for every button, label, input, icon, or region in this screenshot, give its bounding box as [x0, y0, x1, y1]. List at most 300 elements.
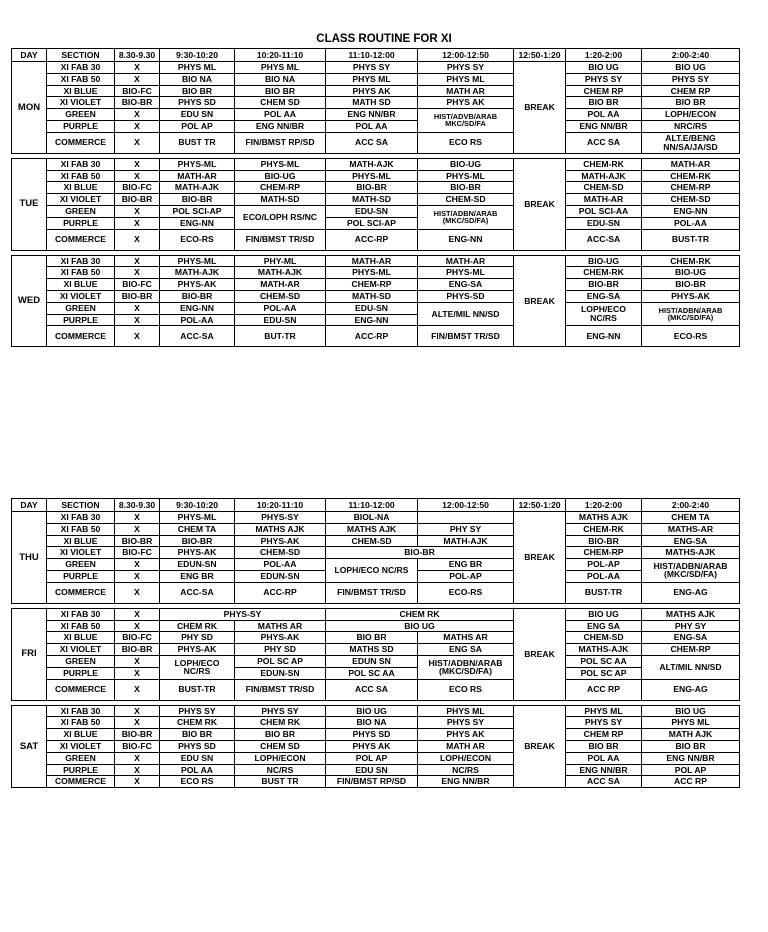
period-cell: BIO-BR	[115, 97, 160, 109]
period-cell: PHYS SY	[418, 62, 514, 74]
header-cell: 12:50-1:20	[514, 49, 566, 62]
period-cell: PHYS SY	[160, 705, 235, 717]
table-row	[12, 667, 740, 679]
section-cell: XI FAB 50	[47, 620, 115, 632]
day-cell: TUE	[12, 158, 47, 250]
period-cell: BIO-BR	[566, 535, 642, 547]
period-cell: POL AA	[160, 764, 235, 776]
period-cell: X	[115, 582, 160, 603]
period-cell: BIO UG	[326, 705, 418, 717]
period-cell: PHYS-ML	[418, 170, 514, 182]
period-cell: ENG NN/BR	[566, 764, 642, 776]
period-cell: X	[115, 752, 160, 764]
period-cell: MATH AR	[418, 740, 514, 752]
period-cell: PHYS AK	[418, 729, 514, 741]
period-cell: PHYS SD	[160, 740, 235, 752]
period-cell: LOPH/ECON	[418, 752, 514, 764]
period-cell: POL AA	[235, 109, 326, 121]
period-cell: POL SCI-AP	[160, 205, 235, 217]
table-row	[12, 205, 740, 217]
period-cell: ENG-NN	[326, 314, 418, 326]
period-cell: POL AP	[160, 120, 235, 132]
period-cell: PHYS-ML	[160, 255, 235, 267]
section-cell: XI BLUE	[47, 535, 115, 547]
period-cell: PHYS ML	[235, 62, 326, 74]
period-cell: EDU SN	[160, 752, 235, 764]
period-cell: FIN/BMST TR/SD	[418, 326, 514, 347]
period-cell: BIO BR	[235, 729, 326, 741]
header-cell: 8.30-9.30	[115, 49, 160, 62]
period-cell: X	[115, 679, 160, 700]
period-cell: EDU-SN	[235, 314, 326, 326]
section-cell: XI FAB 50	[47, 267, 115, 279]
period-cell: PHY SY	[418, 523, 514, 535]
section-cell: COMMERCE	[47, 679, 115, 700]
period-cell: EDU-SN	[326, 205, 418, 217]
period-cell: PHYS ML	[566, 705, 642, 717]
section-cell: XI VIOLET	[47, 644, 115, 656]
period-cell: LOPH/ECON	[235, 752, 326, 764]
period-cell: FIN/BMST TR/SD	[235, 679, 326, 700]
table-row	[12, 290, 740, 302]
period-cell: ACC SA	[566, 132, 642, 153]
period-cell: FIN/BMST TR/SD	[326, 582, 418, 603]
period-cell: PHYS ML	[418, 73, 514, 85]
header-cell: 12:00-12:50	[418, 49, 514, 62]
period-cell: BIO-FC	[115, 547, 160, 559]
page-title: CLASS ROUTINE FOR XI	[316, 33, 452, 45]
section-cell: XI BLUE	[47, 729, 115, 741]
section-cell: XI FAB 30	[47, 255, 115, 267]
period-cell: X	[115, 217, 160, 229]
period-cell: CHEM-SD	[235, 290, 326, 302]
header-cell: 1:20-2:00	[566, 49, 642, 62]
period-cell: PHYS-ML	[418, 267, 514, 279]
period-cell: ACC-RP	[235, 582, 326, 603]
period-cell: ECO RS	[160, 776, 235, 788]
period-cell: ECO RS	[418, 679, 514, 700]
period-cell: NRC/RS	[642, 120, 740, 132]
section-cell: XI BLUE	[47, 632, 115, 644]
period-cell: MATH AR	[418, 85, 514, 97]
header-row	[12, 499, 740, 512]
period-cell: MATHS AR	[418, 632, 514, 644]
period-cell: PHYS-ML	[326, 267, 418, 279]
period-cell: CHEM RK	[326, 608, 514, 620]
period-cell: MATH-AJK	[326, 158, 418, 170]
period-cell: X	[115, 170, 160, 182]
period-cell: BIO-BR	[160, 535, 235, 547]
header-cell: 10:20-11:10	[235, 49, 326, 62]
period-cell: X	[115, 620, 160, 632]
period-cell: EDU SN	[160, 109, 235, 121]
period-cell: CHEM-RP	[566, 547, 642, 559]
period-cell: BIO-BR	[160, 290, 235, 302]
period-cell: PHYS SD	[160, 97, 235, 109]
period-cell: BIO BR	[566, 97, 642, 109]
section-cell: PURPLE	[47, 764, 115, 776]
header-cell: 8.30-9.30	[115, 499, 160, 512]
table-row	[12, 620, 740, 632]
period-cell: MATH-AJK	[418, 535, 514, 547]
period-cell: BIO-BR	[326, 182, 418, 194]
break-cell: BREAK	[514, 512, 566, 604]
period-cell: X	[115, 667, 160, 679]
header-cell: 1:20-2:00	[566, 499, 642, 512]
period-cell: POL-AP	[418, 570, 514, 582]
period-cell: PHYS AK	[418, 97, 514, 109]
period-cell: ACC-RP	[326, 326, 418, 347]
section-cell: XI VIOLET	[47, 740, 115, 752]
header-cell: 11:10-12:00	[326, 49, 418, 62]
table-row	[12, 279, 740, 291]
period-cell: LOPH/ECO NC/RS	[326, 559, 418, 583]
period-cell: PHYS SY	[566, 73, 642, 85]
section-cell: GREEN	[47, 205, 115, 217]
period-cell: PHYS AK	[326, 740, 418, 752]
day-cell: MON	[12, 62, 47, 154]
section-cell: XI BLUE	[47, 279, 115, 291]
period-cell: MATHS AJK	[235, 523, 326, 535]
period-cell: MATH-AJK	[160, 267, 235, 279]
period-cell: NC/RS	[235, 764, 326, 776]
section-cell: XI FAB 50	[47, 717, 115, 729]
table-row	[12, 752, 740, 764]
period-cell: PHYS ML	[418, 705, 514, 717]
table-row	[12, 655, 740, 667]
period-cell: POL-AA	[235, 302, 326, 314]
section-cell: GREEN	[47, 109, 115, 121]
period-cell: BUST-TR	[160, 679, 235, 700]
period-cell: X	[115, 314, 160, 326]
period-cell: MATH-AR	[566, 194, 642, 206]
period-cell: ENG SA	[566, 620, 642, 632]
header-cell: 12:00-12:50	[418, 499, 514, 512]
period-cell: EDUN SN	[326, 655, 418, 667]
table-row	[12, 632, 740, 644]
period-cell: HIST/ADBN/ARAB (MKC/SD/FA)	[642, 559, 740, 583]
period-cell: PHYS SY	[642, 73, 740, 85]
section-cell: GREEN	[47, 655, 115, 667]
header-cell: SECTION	[47, 49, 115, 62]
period-cell: ENG NN/BR	[326, 109, 418, 121]
period-cell: BIO-UG	[642, 267, 740, 279]
period-cell: BIO BR	[566, 740, 642, 752]
period-cell: EDU-SN	[566, 217, 642, 229]
period-cell: BIO UG	[326, 620, 514, 632]
period-cell: HIST/ADBN/ARAB (MKC/SD/FA)	[418, 655, 514, 679]
period-cell: BIO NA	[235, 73, 326, 85]
period-cell: BIO-BR	[115, 535, 160, 547]
period-cell: X	[115, 73, 160, 85]
period-cell: ALTE/MIL NN/SD	[418, 302, 514, 326]
day-cell: WED	[12, 255, 47, 347]
period-cell: X	[115, 302, 160, 314]
period-cell: POL SC AP	[235, 655, 326, 667]
period-cell: X	[115, 717, 160, 729]
period-cell: CHEM SD	[235, 740, 326, 752]
period-cell: PHYS-AK	[235, 535, 326, 547]
period-cell: HIST/ADVB/ARAB MKC/SD/FA	[418, 109, 514, 133]
period-cell: ENG-NN	[642, 205, 740, 217]
period-cell: MATHS SD	[326, 644, 418, 656]
period-cell: FIN/BMST TR/SD	[235, 229, 326, 250]
period-cell: ENG NN/BR	[418, 776, 514, 788]
section-cell: XI BLUE	[47, 85, 115, 97]
period-cell: BIO-UG	[566, 255, 642, 267]
period-cell: BIO UG	[642, 62, 740, 74]
period-cell: CHEM RK	[235, 717, 326, 729]
period-cell: CHEM-RK	[642, 170, 740, 182]
section-cell: GREEN	[47, 302, 115, 314]
period-cell: CHEM RK	[160, 717, 235, 729]
period-cell: POL-AA	[642, 217, 740, 229]
period-cell: MATHS-AJK	[566, 644, 642, 656]
period-cell: POL AA	[566, 109, 642, 121]
table-row	[12, 705, 740, 717]
period-cell: ACC SA	[326, 679, 418, 700]
period-cell: ACC-SA	[566, 229, 642, 250]
period-cell: BIO UG	[566, 62, 642, 74]
section-cell: GREEN	[47, 752, 115, 764]
table-row	[12, 255, 740, 267]
section-cell: COMMERCE	[47, 326, 115, 347]
period-cell: PHYS-AK	[160, 644, 235, 656]
period-cell: X	[115, 158, 160, 170]
table-row	[12, 62, 740, 74]
period-cell: POL SC AA	[326, 667, 418, 679]
period-cell: BIO BR	[160, 85, 235, 97]
break-cell: BREAK	[514, 608, 566, 700]
header-cell: SECTION	[47, 499, 115, 512]
period-cell: X	[115, 776, 160, 788]
table-row	[12, 120, 740, 132]
period-cell: MATH-SD	[235, 194, 326, 206]
period-cell: X	[115, 523, 160, 535]
period-cell: CHEM-SD	[566, 182, 642, 194]
period-cell: BIO-BR	[566, 279, 642, 291]
period-cell: CHEM-RP	[642, 182, 740, 194]
section-cell: COMMERCE	[47, 776, 115, 788]
section-cell: XI FAB 30	[47, 705, 115, 717]
period-cell: PHYS-SY	[235, 512, 326, 524]
period-cell	[418, 512, 514, 524]
period-cell: PHYS-ML	[160, 158, 235, 170]
section-cell: COMMERCE	[47, 229, 115, 250]
period-cell: CHEM-RK	[566, 267, 642, 279]
period-cell: X	[115, 229, 160, 250]
table-row	[12, 535, 740, 547]
period-cell: BIO-UG	[418, 158, 514, 170]
period-cell: BIO NA	[160, 73, 235, 85]
period-cell: ENG-NN	[160, 217, 235, 229]
period-cell: MATH-AR	[418, 255, 514, 267]
table-row	[12, 158, 740, 170]
day-cell: THU	[12, 512, 47, 604]
period-cell: BIO BR	[326, 632, 418, 644]
period-cell: POL SCI-AA	[566, 205, 642, 217]
table-row	[12, 170, 740, 182]
period-cell: POL AA	[566, 752, 642, 764]
period-cell: ECO-RS	[642, 326, 740, 347]
header-cell: 2:00-2:40	[642, 49, 740, 62]
period-cell: BUT-TR	[235, 326, 326, 347]
period-cell: X	[115, 205, 160, 217]
period-cell: FIN/BMST RP/SD	[235, 132, 326, 153]
period-cell: POL-AP	[566, 559, 642, 571]
period-cell: MATHS-AR	[642, 523, 740, 535]
period-cell: PHYS-ML	[326, 170, 418, 182]
period-cell: X	[115, 120, 160, 132]
table-row	[12, 109, 740, 121]
period-cell: LOPH/ECO NC/RS	[160, 655, 235, 679]
period-cell: BIO UG	[642, 705, 740, 717]
period-cell: BIO-FC	[115, 182, 160, 194]
period-cell: BIO BR	[160, 729, 235, 741]
period-cell: BIO BR	[642, 740, 740, 752]
period-cell: CHEM RK	[160, 620, 235, 632]
period-cell: BUST TR	[235, 776, 326, 788]
period-cell: POL-AA	[566, 570, 642, 582]
period-cell: POL SC AA	[566, 655, 642, 667]
period-cell: PHYS ML	[642, 717, 740, 729]
period-cell: POL-AA	[160, 314, 235, 326]
period-cell: EDU-SN	[326, 302, 418, 314]
period-cell: MATH AJK	[642, 729, 740, 741]
period-cell: MATHS AJK	[642, 608, 740, 620]
section-cell: XI VIOLET	[47, 547, 115, 559]
period-cell: CHEM TA	[160, 523, 235, 535]
period-cell: PHYS-AK	[160, 547, 235, 559]
period-cell: X	[115, 326, 160, 347]
section-cell: XI FAB 30	[47, 608, 115, 620]
period-cell: CHEM RP	[566, 729, 642, 741]
section-cell: XI FAB 50	[47, 523, 115, 535]
period-cell: BIO-UG	[235, 170, 326, 182]
table-row	[12, 512, 740, 524]
period-cell: CHEM TA	[642, 512, 740, 524]
section-cell: PURPLE	[47, 570, 115, 582]
period-cell: ENG-SA	[418, 279, 514, 291]
header-cell: 9:30-10:20	[160, 49, 235, 62]
header-cell: 11:10-12:00	[326, 499, 418, 512]
period-cell: X	[115, 559, 160, 571]
period-cell: BIO BR	[642, 97, 740, 109]
header-cell: 2:00-2:40	[642, 499, 740, 512]
period-cell: ENG-SA	[642, 632, 740, 644]
period-cell: CHEM SD	[235, 97, 326, 109]
period-cell: CHEM RP	[642, 85, 740, 97]
section-cell: PURPLE	[47, 217, 115, 229]
period-cell: BIO NA	[326, 717, 418, 729]
table-row	[12, 73, 740, 85]
section-cell: XI FAB 50	[47, 73, 115, 85]
period-cell: ENG SA	[418, 644, 514, 656]
period-cell: BIO-BR	[642, 279, 740, 291]
section-cell: XI VIOLET	[47, 97, 115, 109]
period-cell: X	[115, 62, 160, 74]
period-cell: CHEM-RK	[566, 523, 642, 535]
section-cell: XI FAB 50	[47, 170, 115, 182]
section-cell: COMMERCE	[47, 582, 115, 603]
section-cell: XI VIOLET	[47, 194, 115, 206]
period-cell: PHYS-ML	[160, 512, 235, 524]
period-cell: PHYS SD	[326, 729, 418, 741]
period-cell: BIO-BR	[160, 194, 235, 206]
period-cell: MATHS-AJK	[642, 547, 740, 559]
period-cell: PHY SY	[642, 620, 740, 632]
period-cell: ECO RS	[418, 132, 514, 153]
period-cell: PHYS SY	[566, 717, 642, 729]
period-cell: HIST/ADBN/ARAB (MKC/SD/FA)	[418, 205, 514, 229]
period-cell: MATHS AR	[235, 620, 326, 632]
table-row	[12, 764, 740, 776]
period-cell: PHYS SY	[326, 62, 418, 74]
period-cell: ENG-NN	[566, 326, 642, 347]
routine-table-mon-wed	[11, 48, 740, 347]
table-row	[12, 776, 740, 788]
period-cell: MATHS AJK	[326, 523, 418, 535]
table-row	[12, 559, 740, 571]
period-cell: MATH SD	[326, 97, 418, 109]
period-cell: ENG NN/BR	[235, 120, 326, 132]
section-cell: XI VIOLET	[47, 290, 115, 302]
period-cell: ENG-SA	[642, 535, 740, 547]
period-cell: POL SC AP	[566, 667, 642, 679]
period-cell: BIO UG	[566, 608, 642, 620]
period-cell: MATHS AJK	[566, 512, 642, 524]
period-cell: X	[115, 608, 160, 620]
section-cell: XI BLUE	[47, 182, 115, 194]
period-cell: X	[115, 655, 160, 667]
table-row	[12, 582, 740, 603]
table-row	[12, 302, 740, 314]
period-cell: CHEM-SD	[235, 547, 326, 559]
period-cell: X	[115, 255, 160, 267]
period-cell: ENG-NN	[160, 302, 235, 314]
period-cell: MATH-AJK	[566, 170, 642, 182]
period-cell: ACC RP	[642, 776, 740, 788]
period-cell: EDU SN	[326, 764, 418, 776]
period-cell: ECO/LOPH RS/NC	[235, 205, 326, 229]
period-cell: MATH-SD	[326, 194, 418, 206]
period-cell: BIO-FC	[115, 85, 160, 97]
period-cell: ENG-NN	[418, 229, 514, 250]
period-cell: BIO-BR	[115, 290, 160, 302]
period-cell: NC/RS	[418, 764, 514, 776]
routine-table-thu-sat	[11, 498, 740, 788]
period-cell: PHYS-SY	[160, 608, 326, 620]
period-cell: PHYS AK	[326, 85, 418, 97]
period-cell: CHEM-SD	[642, 194, 740, 206]
table-row	[12, 217, 740, 229]
period-cell: PHYS-AK	[160, 279, 235, 291]
period-cell: PHYS-SD	[418, 290, 514, 302]
section-cell: PURPLE	[47, 667, 115, 679]
period-cell: CHEM RP	[566, 85, 642, 97]
period-cell: BIO-BR	[115, 194, 160, 206]
table-row	[12, 132, 740, 153]
period-cell: POL-AA	[235, 559, 326, 571]
period-cell: ACC-SA	[160, 326, 235, 347]
period-cell: ACC-SA	[160, 582, 235, 603]
period-cell: CHEM-SD	[326, 535, 418, 547]
period-cell: X	[115, 132, 160, 153]
table-row	[12, 644, 740, 656]
period-cell: POL AA	[326, 120, 418, 132]
period-cell: PHYS SY	[418, 717, 514, 729]
header-cell: 9:30-10:20	[160, 499, 235, 512]
